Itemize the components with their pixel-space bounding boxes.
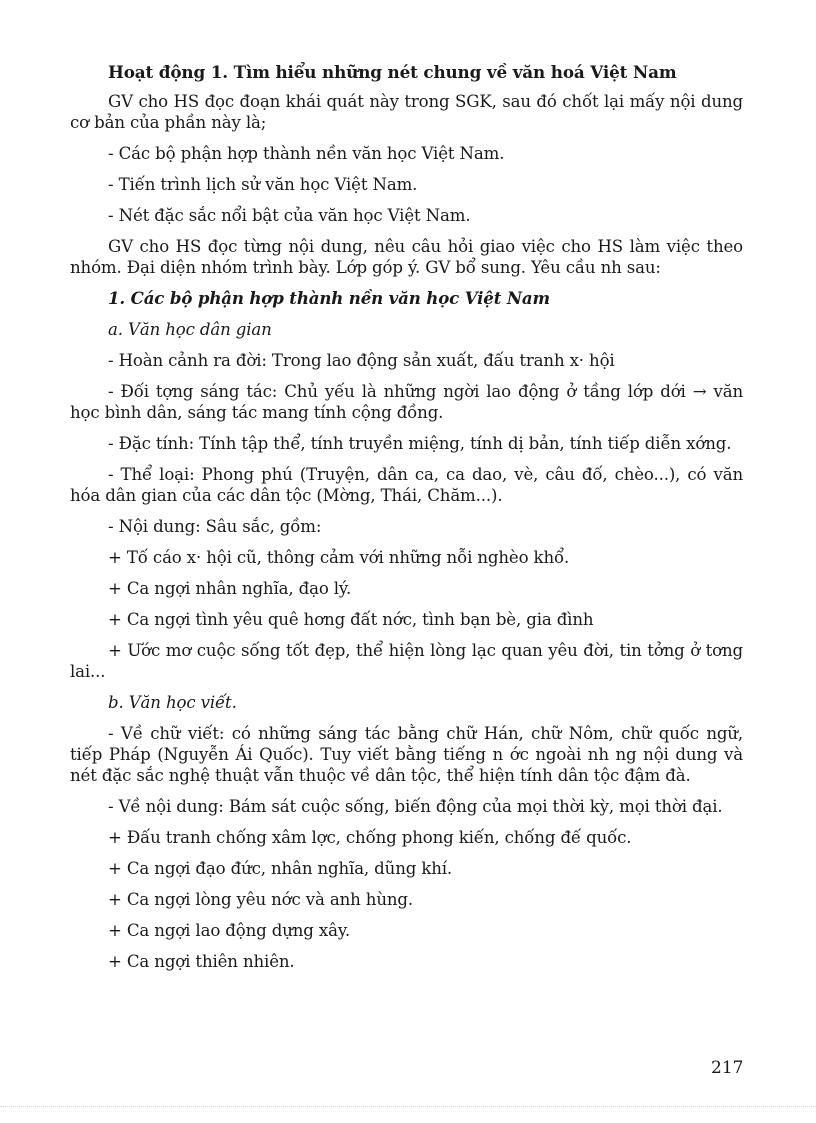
a-item-4: - Thể loại: Phong phú (Truyện, dân ca, ca dao, vè, câu đố, chèo...), có văn hóa dân gian của các dân tộc (Mờng, Thái, Chăm...). xyxy=(70,465,743,505)
instruction-paragraph: GV cho HS đọc từng nội dung, nêu câu hỏi giao việc cho HS làm việc theo nhóm. Đại diện nhóm trình bày. Lớp góp ý. GV bổ sung. Yêu cầu nh sau: xyxy=(70,237,743,277)
point-1: - Các bộ phận hợp thành nền văn học Việt Nam. xyxy=(108,144,505,163)
b-item-2: - Về nội dung: Bám sát cuộc sống, biến động của mọi thời kỳ, mọi thời đại. xyxy=(108,797,723,816)
page-content xyxy=(70,62,743,982)
subsection-a-heading: a. Văn học dân gian xyxy=(108,320,272,339)
section-1-heading: 1. Các bộ phận hợp thành nền văn học Việt Nam xyxy=(108,288,550,308)
b-item-7: + Ca ngợi thiên nhiên. xyxy=(108,952,295,971)
a-item-5: - Nội dung: Sâu sắc, gồm: xyxy=(108,517,322,536)
a-item-3: - Đặc tính: Tính tập thể, tính truyền miệng, tính dị bản, tính tiếp diễn xớng. xyxy=(108,434,732,453)
point-3: - Nét đặc sắc nổi bật của văn học Việt Nam. xyxy=(108,206,471,225)
a-item-6: + Tố cáo x· hội cũ, thông cảm với những nỗi nghèo khổ. xyxy=(108,548,570,567)
a-item-9: + Ước mơ cuộc sống tốt đẹp, thể hiện lòng lạc quan yêu đời, tin tởng ở tơng lai... xyxy=(70,641,743,681)
bottom-divider xyxy=(0,1106,816,1108)
b-item-4: + Ca ngợi đạo đức, nhân nghĩa, dũng khí. xyxy=(108,859,453,878)
a-item-8: + Ca ngợi tình yêu quê hơng đất nớc, tình bạn bè, gia đình xyxy=(108,610,594,629)
a-item-1: - Hoàn cảnh ra đời: Trong lao động sản xuất, đấu tranh x· hội xyxy=(108,351,615,370)
activity-title: Hoạt động 1. Tìm hiểu những nét chung về văn hoá Việt Nam xyxy=(108,62,677,82)
a-item-7: + Ca ngợi nhân nghĩa, đạo lý. xyxy=(108,579,352,598)
a-item-2: - Đối tợng sáng tác: Chủ yếu là những ngời lao động ở tầng lớp dới → văn học bình dân, sáng tác mang tính cộng đồng. xyxy=(70,382,743,422)
subsection-b-heading: b. Văn học viết. xyxy=(108,693,237,712)
page-number: 217 xyxy=(711,1058,744,1078)
b-item-3: + Đấu tranh chống xâm lợc, chống phong kiến, chống đế quốc. xyxy=(108,828,632,847)
b-item-1: - Về chữ viết: có những sáng tác bằng chữ Hán, chữ Nôm, chữ quốc ngữ, tiếp Pháp (Nguyễn Ái Quốc). Tuy viết bằng tiếng n ớc ngoài nh ng nội dung và nét đặc sắc nghệ thuật vẫn thuộc về dân tộc, thể hiện tính dân tộc đậm đà. xyxy=(70,724,743,785)
b-item-5: + Ca ngợi lòng yêu nớc và anh hùng. xyxy=(108,890,413,909)
intro-paragraph: GV cho HS đọc đoạn khái quát này trong SGK, sau đó chốt lại mấy nội dung cơ bản của phần này là; xyxy=(70,92,743,132)
point-2: - Tiến trình lịch sử văn học Việt Nam. xyxy=(108,175,418,194)
b-item-6: + Ca ngợi lao động dựng xây. xyxy=(108,921,350,940)
